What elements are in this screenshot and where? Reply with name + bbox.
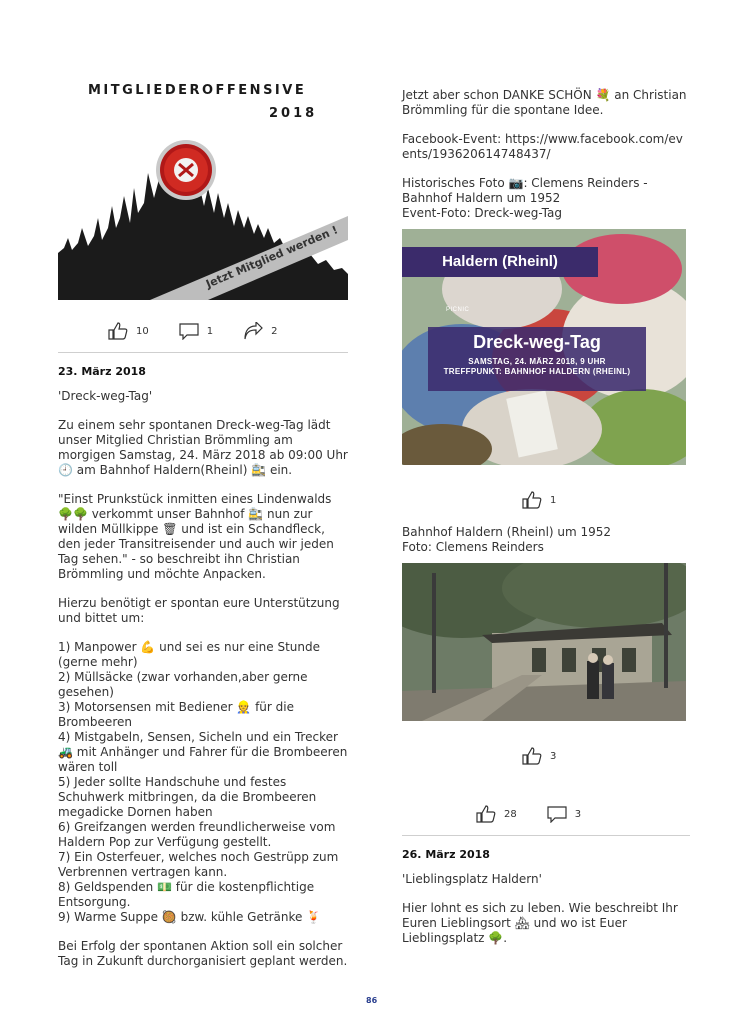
like-count: 1 bbox=[550, 494, 557, 506]
photo1-reactions bbox=[522, 491, 690, 509]
photo2-reactions bbox=[522, 747, 690, 765]
thanks-text: Jetzt aber schon DANKE SCHÖN 💐 an Christian Brömmling für die spontane Idee. bbox=[402, 88, 687, 117]
event-photo-credit: Event-Foto: Dreck-weg-Tag bbox=[402, 206, 562, 220]
post-reactions bbox=[108, 322, 348, 340]
list-item: 6) Greifzangen werden freundlicherweise vom Haldern Pop zur Verfügung gestellt. bbox=[58, 820, 336, 849]
event-location: TREFFPUNKT: BAHNHOF HALDERN (RHEINL) bbox=[443, 367, 631, 376]
left-column bbox=[58, 78, 348, 969]
post-date: 23. März 2018 bbox=[58, 365, 146, 378]
post-text: Hier lohnt es sich zu leben. Wie beschreibt Ihr Euren Lieblingsort 🏘 und wo ist Euer Lieblingsplatz 🌳. bbox=[402, 901, 678, 945]
banner-title: MITGLIEDEROFFENSIVE bbox=[88, 83, 307, 98]
like-count: 3 bbox=[550, 750, 557, 762]
thumbs-up-icon bbox=[522, 491, 542, 509]
post-title: 'Lieblingsplatz Haldern' bbox=[402, 872, 542, 886]
thumbs-up-icon bbox=[108, 322, 128, 340]
post-title: 'Dreck-weg-Tag' bbox=[58, 389, 153, 403]
list-item: 5) Jeder sollte Handschuhe und festes Schuhwerk mitbringen, da die Brombeeren megadicke Dornen haben bbox=[58, 775, 317, 819]
facebook-event-link[interactable]: Facebook-Event: https://www.facebook.com/events/193620614748437/ bbox=[402, 132, 683, 161]
historic-station-graphic bbox=[402, 563, 686, 721]
banner-year: 2018 bbox=[269, 106, 318, 121]
post-intro: Zu einem sehr spontanen Dreck-weg-Tag lädt unser Mitglied Christian Brömmling am morgigen Samstag, 24. März 2018 ab 09:00 Uhr 🕘 am Bahnhof Haldern(Rheinl) 🚉 ein. bbox=[58, 418, 348, 477]
station-photo-credit: Foto: Clemens Reinders bbox=[402, 540, 544, 554]
like-reaction[interactable] bbox=[522, 491, 556, 509]
comment-bubble-icon bbox=[547, 805, 567, 823]
event-title-box bbox=[428, 327, 646, 391]
needs-list bbox=[58, 640, 348, 925]
slogan-text: Jetzt Mitglied werden ! bbox=[204, 223, 340, 291]
like-reaction[interactable] bbox=[476, 805, 517, 823]
list-item: 3) Motorsensen mit Bediener 👷 für die Brombeeren bbox=[58, 700, 294, 729]
comment-reaction[interactable] bbox=[179, 322, 213, 340]
post2-reactions bbox=[476, 805, 690, 823]
list-item: 2) Müllsäcke (zwar vorhanden,aber gerne gesehen) bbox=[58, 670, 308, 699]
post-need: Hierzu benötigt er spontan eure Unterstützung und bittet um: bbox=[58, 596, 340, 625]
right-column bbox=[402, 88, 690, 946]
comment-reaction[interactable] bbox=[547, 805, 581, 823]
like-count: 10 bbox=[136, 325, 149, 337]
post-quote: "Einst Prunkstück inmitten eines Lindenwalds 🌳🌳 verkommt unser Bahnhof 🚉 nun zur wilden Müllkippe 🗑 und ist ein Schandfleck, den jeder Transitreisender und auch wir jeden Tag sehen." - so beschreibt ihn Christian Brömmling und möchte Anpacken. bbox=[58, 492, 334, 581]
share-reaction[interactable] bbox=[243, 322, 277, 340]
comment-count: 1 bbox=[206, 325, 214, 337]
like-reaction[interactable] bbox=[522, 747, 556, 765]
list-item: 8) Geldspenden 💵 für die kostenpflichtige Entsorgung. bbox=[58, 880, 315, 909]
list-item: 9) Warme Suppe 🥘 bzw. kühle Getränke 🍹 bbox=[58, 910, 322, 924]
comment-bubble-icon bbox=[179, 322, 199, 340]
thumbs-up-icon bbox=[476, 805, 496, 823]
share-arrow-icon bbox=[243, 322, 263, 340]
like-reaction[interactable] bbox=[108, 322, 149, 340]
station-caption: Bahnhof Haldern (Rheinl) um 1952 bbox=[402, 525, 612, 539]
share-count: 2 bbox=[271, 325, 278, 337]
list-item: 4) Mistgabeln, Sensen, Sicheln und ein Trecker 🚜 mit Anhänger und Fahrer für die Brombeeren wären toll bbox=[58, 730, 348, 774]
divider bbox=[58, 352, 348, 353]
membership-banner bbox=[58, 78, 348, 300]
page-number: 86 bbox=[366, 996, 378, 1005]
divider bbox=[402, 835, 690, 836]
post-closing: Bei Erfolg der spontanen Aktion soll ein solcher Tag in Zukunft durchorganisiert geplant werden. bbox=[58, 939, 348, 968]
comment-count: 3 bbox=[574, 808, 582, 820]
picnic-label: PICNIC bbox=[446, 307, 470, 313]
location-badge: Haldern (Rheinl) bbox=[402, 247, 598, 277]
photo-credits: Historisches Foto 📷: Clemens Reinders - Bahnhof Haldern um 1952 bbox=[402, 176, 648, 205]
thumbs-up-icon bbox=[522, 747, 542, 765]
event-photo[interactable] bbox=[402, 229, 686, 465]
post-date: 26. März 2018 bbox=[402, 848, 490, 861]
list-item: 1) Manpower 💪 und sei es nur eine Stunde (gerne mehr) bbox=[58, 640, 320, 669]
list-item: 7) Ein Osterfeuer, welches noch Gestrüpp zum Verbrennen vertragen kann. bbox=[58, 850, 339, 879]
event-date: SAMSTAG, 24. MÄRZ 2018, 9 UHR bbox=[468, 357, 606, 366]
like-count: 28 bbox=[504, 808, 517, 820]
station-photo[interactable] bbox=[402, 563, 686, 721]
event-title: Dreck-weg-Tag bbox=[473, 332, 601, 352]
